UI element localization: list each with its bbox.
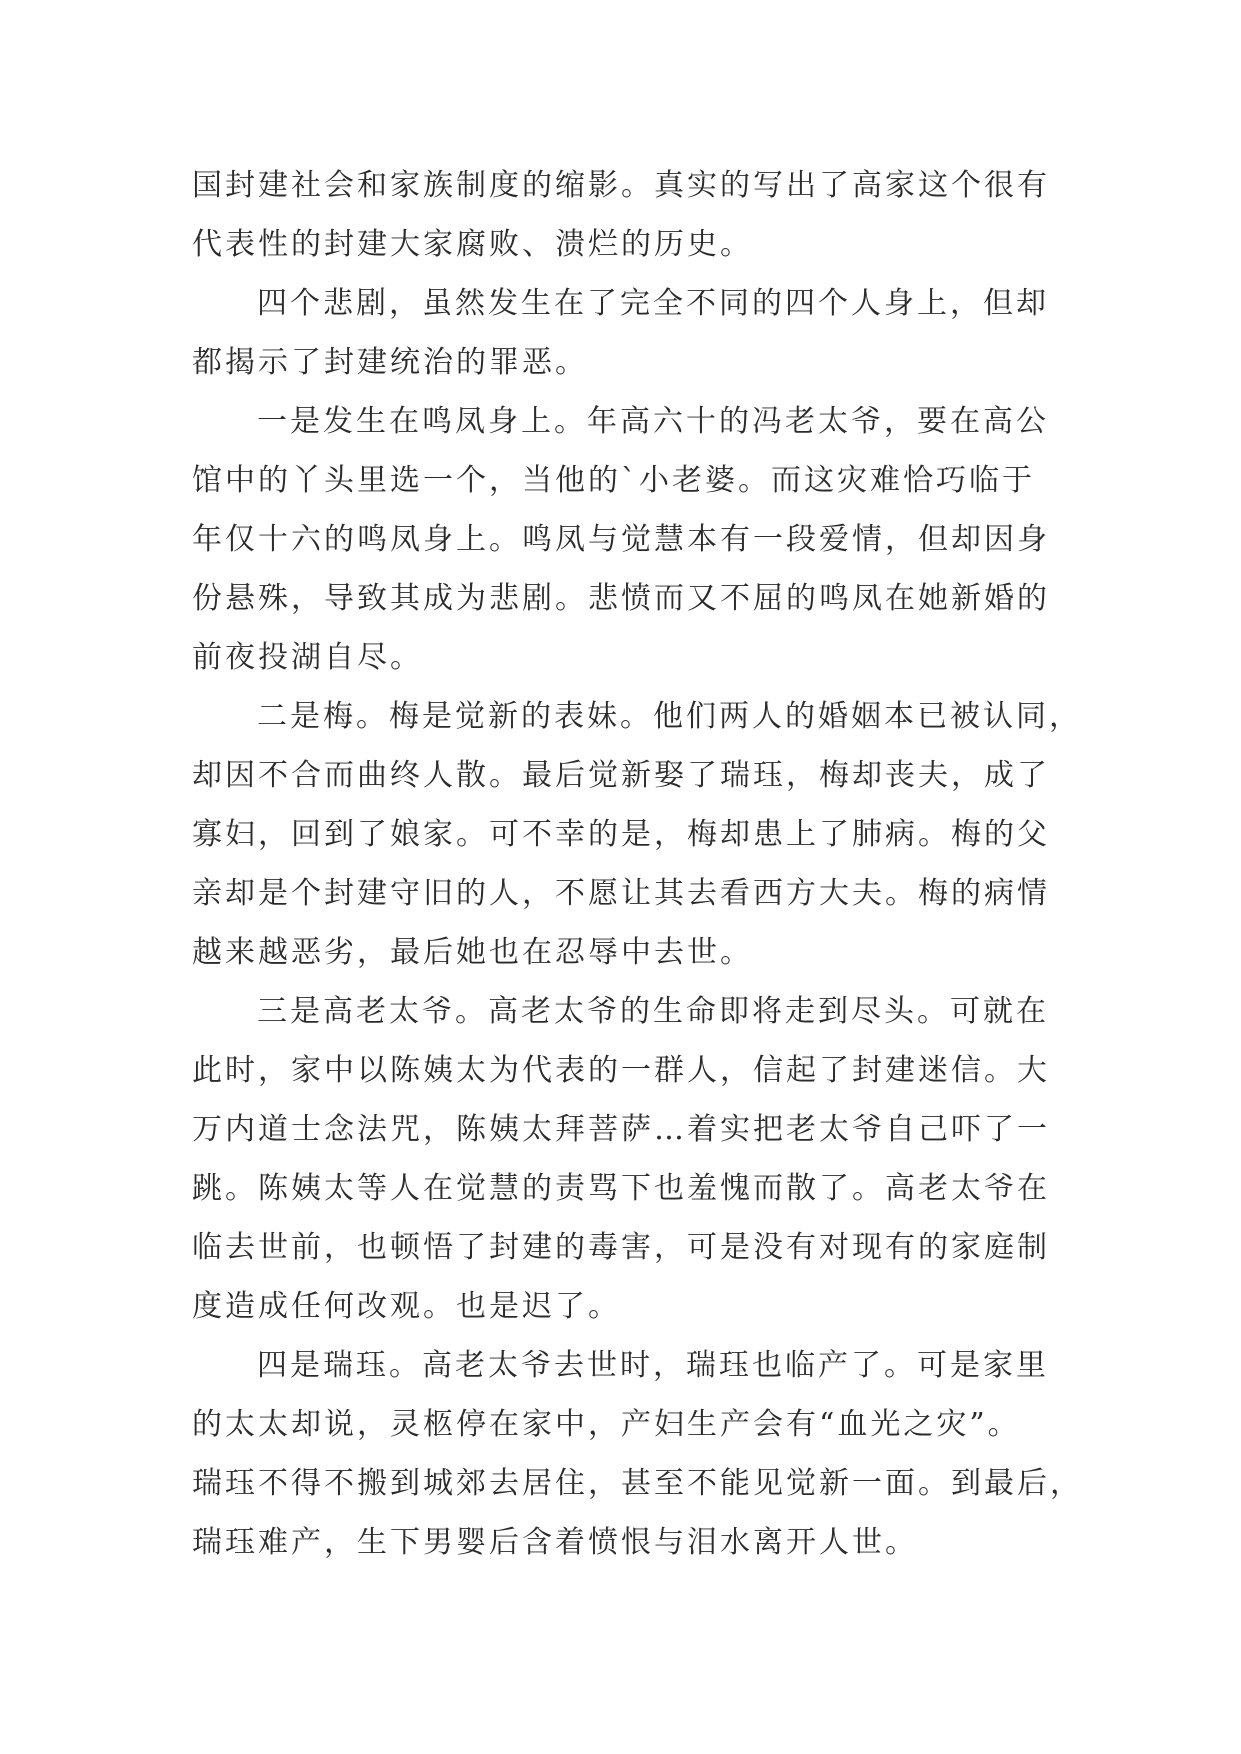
paragraph-6: [192, 1336, 1083, 1572]
text-line: 代表性的封建大家腐败、溃烂的历史。: [192, 227, 753, 262]
text-line: 临去世前，也顿悟了封建的毒害，可是没有对现有的家庭制: [192, 1230, 1050, 1265]
paragraph-4: [192, 687, 1082, 982]
text-line: 的太太却说，灵柩停在家中，产妇生产会有“血光之灾”。: [192, 1407, 1021, 1442]
text-line: 寡妇，回到了娘家。可不幸的是，梅却患上了肺病。梅的父: [192, 817, 1050, 852]
text-line: 三是高老太爷。高老太爷的生命即将走到尽头。可就在: [257, 994, 1049, 1029]
text-line: 万内道士念法咒，陈姨太拜菩萨…着实把老太爷自己吓了一: [192, 1112, 1050, 1147]
text-line: 度造成任何改观。也是迟了。: [192, 1289, 621, 1324]
text-line: 亲却是个封建守旧的人，不愿让其去看西方大夫。梅的病情: [192, 876, 1050, 911]
text-line: 都揭示了封建统治的罪恶。: [192, 345, 588, 380]
text-line: 四是瑞珏。高老太爷去世时，瑞珏也临产了。可是家里: [257, 1348, 1049, 1383]
text-line: 二是梅。梅是觉新的表妹。他们两人的婚姻本已被认同，: [257, 699, 1082, 734]
paragraph-3: [192, 392, 1052, 687]
text-line: 瑞珏难产，生下男婴后含着愤恨与泪水离开人世。: [192, 1525, 918, 1560]
text-line: 份悬殊，导致其成为悲剧。悲愤而又不屈的鸣凤在她新婚的: [192, 581, 1050, 616]
text-line: 馆中的丫头里选一个，当他的`小老婆。而这灾难恰巧临于: [192, 463, 1035, 498]
paragraph-5: [192, 982, 1052, 1336]
text-line: 前夜投湖自尽。: [192, 640, 423, 675]
text-line: 年仅十六的鸣凤身上。鸣凤与觉慧本有一段爱情，但却因身: [192, 522, 1050, 557]
text-line: 越来越恶劣，最后她也在忍辱中去世。: [192, 935, 753, 970]
text-line: 瑞珏不得不搬到城郊去居住，甚至不能见觉新一面。到最后，: [192, 1466, 1083, 1501]
text-line: 此时，家中以陈姨太为代表的一群人，信起了封建迷信。大: [192, 1053, 1050, 1088]
text-line: 四个悲剧，虽然发生在了完全不同的四个人身上，但却: [257, 286, 1049, 321]
text-line: 国封建社会和家族制度的缩影。真实的写出了高家这个很有: [192, 168, 1050, 203]
text-line: 却因不合而曲终人散。最后觉新娶了瑞珏，梅却丧夫，成了: [192, 758, 1050, 793]
paragraph-2: [192, 274, 1052, 392]
text-line: 跳。陈姨太等人在觉慧的责骂下也羞愧而散了。高老太爷在: [192, 1171, 1050, 1206]
document-body: [192, 156, 1083, 1572]
text-line: 一是发生在鸣凤身上。年高六十的冯老太爷，要在高公: [257, 404, 1049, 439]
paragraph-1: [192, 156, 1052, 274]
